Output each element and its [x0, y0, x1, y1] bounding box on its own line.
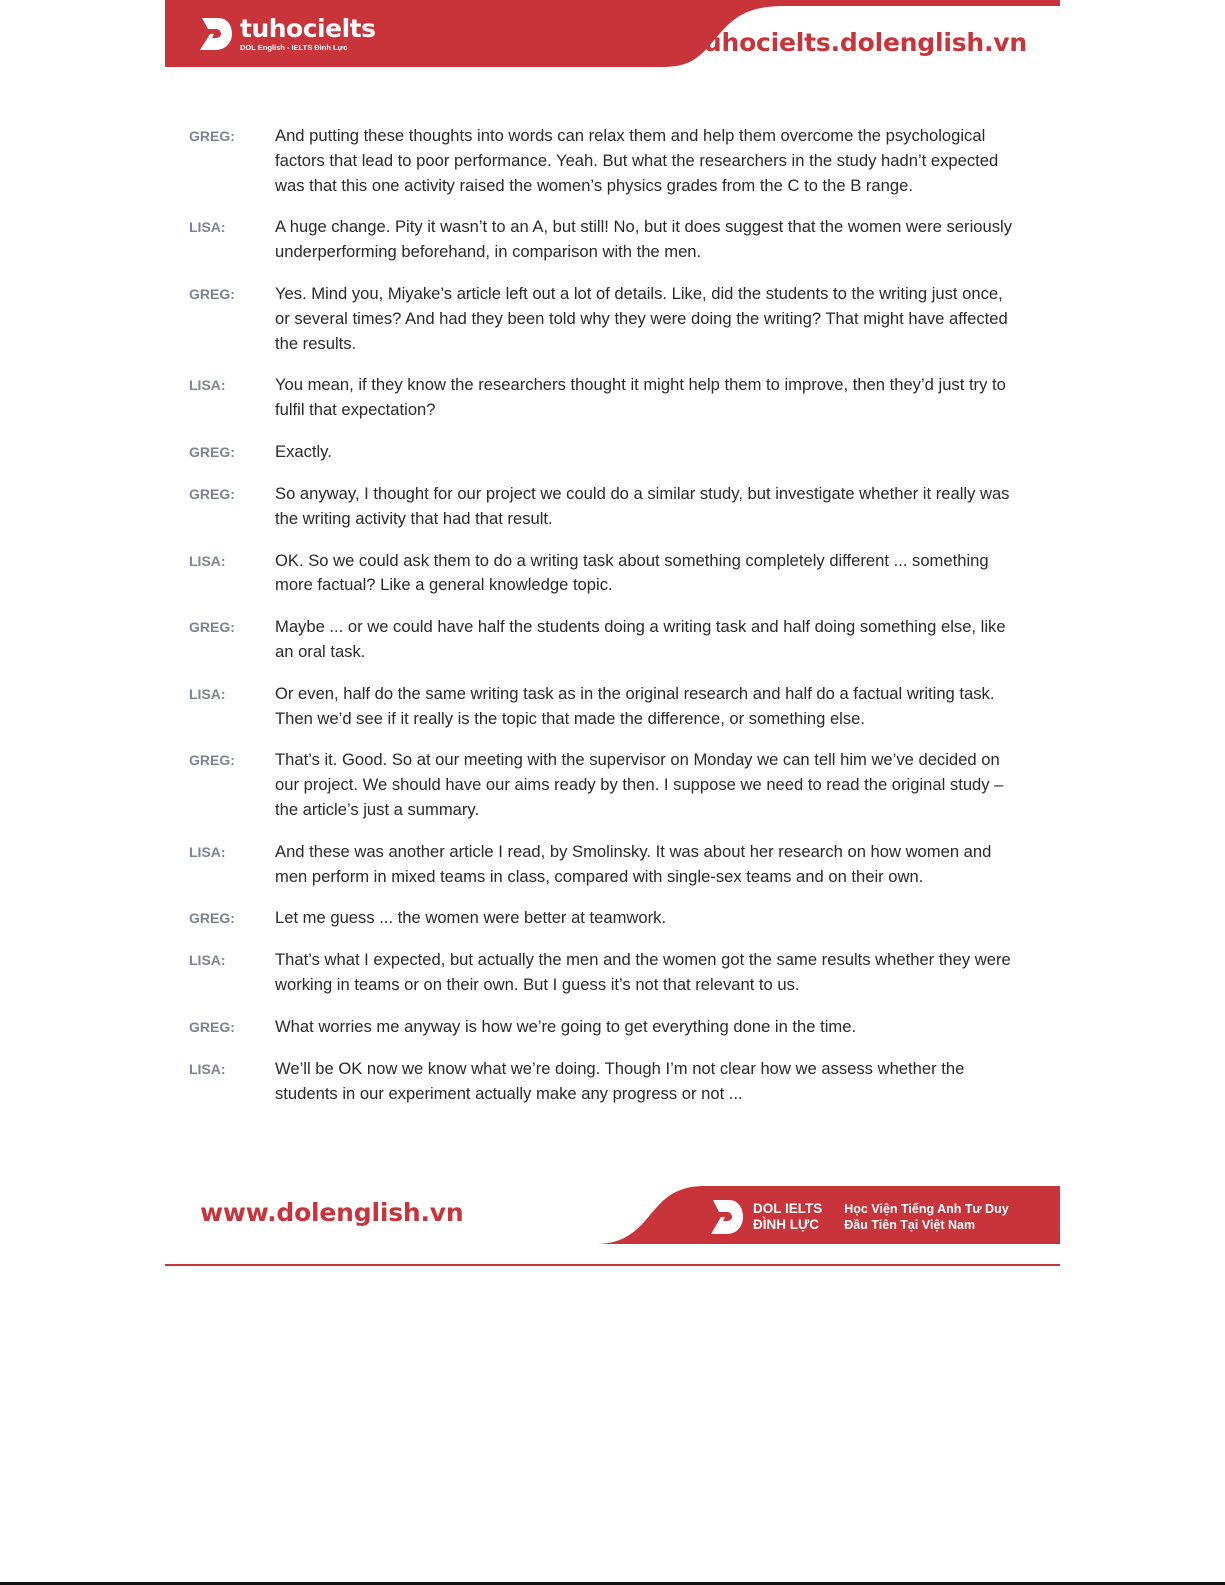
dol-logo-icon: [198, 16, 234, 52]
dialogue-line: [165, 1015, 1060, 1040]
dialogue-line: [165, 682, 1060, 732]
dialogue-line: [165, 373, 1060, 423]
dialogue-text: Yes. Mind you, Miyake’s article left out a lot of details. Like, did the students to the writing just once, or several times? And had they been told why they were doing the writing? That might have affected the results.: [275, 283, 1008, 353]
speaker-label: GREG:: [189, 128, 235, 144]
dialogue-text: We’ll be OK now we know what we’re doing. Though I’m not clear how we assess whether the students in our experiment actually make any progress or not ...: [275, 1058, 965, 1103]
dialogue-text: OK. So we could ask them to do a writing task about something completely different ... something more factual? Like a general knowledge topic.: [275, 550, 989, 595]
brand-name-line1: DOL IELTS: [753, 1201, 823, 1216]
dialogue-line: [165, 215, 1060, 265]
header-url-link[interactable]: www.tuhocielts.dolenglish.vn: [615, 28, 1027, 57]
dialogue-text: So anyway, I thought for our project we could do a similar study, but investigate whether it really was the writing activity that had that result.: [275, 483, 1010, 528]
tuhocielts-logo: [198, 12, 375, 56]
dialogue-line: [165, 615, 1060, 665]
speaker-label: LISA:: [189, 952, 226, 969]
dialogue-line: [165, 549, 1060, 599]
dialogue-text: You mean, if they know the researchers thought it might help them to improve, then they’d just try to fulfil that expectation?: [275, 375, 1006, 420]
dialogue-line: [165, 440, 1060, 465]
speaker-label: GREG:: [189, 285, 235, 302]
logo-subtitle: DOL English - IELTS Đình Lực: [240, 42, 348, 52]
transcript-dialogue: [165, 124, 1060, 1124]
speaker-label: LISA:: [189, 377, 226, 394]
brand-name-line2: ĐÌNH LỰC: [753, 1217, 819, 1232]
brand-slogan-line2: Đầu Tiên Tại Việt Nam: [844, 1218, 976, 1232]
dialogue-line: [165, 906, 1060, 931]
dialogue-text: That’s it. Good. So at our meeting with the supervisor on Monday we can tell him we’ve decided on our project. We should have our aims ready by then. I suppose we need to read the original study – the article’s just a summary.: [275, 750, 1004, 819]
speaker-label: GREG:: [189, 752, 235, 769]
dol-ielts-brand: [709, 1198, 1009, 1236]
speaker-label: LISA:: [189, 685, 226, 702]
dialogue-text: Let me guess ... the women were better at teamwork.: [275, 908, 667, 928]
dialogue-line: [165, 948, 1060, 998]
dialogue-line: [165, 1057, 1060, 1107]
speaker-label: GREG:: [189, 910, 235, 927]
speaker-label: LISA:: [189, 1060, 226, 1077]
brand-slogan-line1: Học Viện Tiếng Anh Tư Duy: [844, 1202, 1009, 1216]
dialogue-text: A huge change. Pity it wasn’t to an A, but still! No, but it does suggest that the women were seriously underperforming beforehand, in comparison with the men.: [275, 217, 1012, 262]
dialogue-text: Exactly.: [275, 441, 332, 461]
dialogue-line: [165, 748, 1060, 822]
dialogue-line: [165, 124, 1060, 198]
dialogue-text: That’s what I expected, but actually the men and the women got the same results whether they were working in teams or on their own. But I guess it’s not that relevant to us.: [275, 950, 1011, 995]
speaker-label: LISA:: [189, 552, 226, 569]
footer-url-link[interactable]: www.dolenglish.vn: [200, 1198, 464, 1227]
dialogue-line: [165, 282, 1060, 356]
dol-brand-icon: [709, 1198, 745, 1236]
dialogue-line: [165, 840, 1060, 890]
dialogue-text: And putting these thoughts into words can relax them and help them overcome the psychological factors that lead to poor performance. Yeah. But what the researchers in the study hadn’t expected was that this one activity raised the women’s physics grades from the C to the B range.: [275, 126, 999, 195]
speaker-label: GREG:: [189, 619, 235, 636]
footer-divider: [165, 1264, 1060, 1266]
speaker-label: GREG:: [189, 443, 235, 460]
speaker-label: GREG:: [189, 485, 235, 502]
dialogue-text: Maybe ... or we could have half the students doing a writing task and half doing something else, like an oral task.: [275, 617, 1006, 661]
speaker-label: LISA:: [189, 843, 226, 860]
dialogue-text: And these was another article I read, by Smolinsky. It was about her research on how women and men perform in mixed teams in class, compared with single-sex teams and on their own.: [275, 841, 992, 886]
dialogue-text: What worries me anyway is how we’re going to get everything done in the time.: [275, 1016, 857, 1036]
speaker-label: LISA:: [189, 219, 226, 236]
dialogue-text: Or even, half do the same writing task as in the original research and half do a factual writing task. Then we’d see if it really is the topic that made the difference, or something else.: [275, 683, 995, 728]
page-footer: [165, 1186, 1060, 1266]
logo-name: tuhocielts: [240, 13, 376, 43]
dialogue-line: [165, 482, 1060, 532]
speaker-label: GREG:: [189, 1018, 235, 1035]
document-page: [165, 0, 1060, 1265]
page-header: [165, 0, 1060, 67]
